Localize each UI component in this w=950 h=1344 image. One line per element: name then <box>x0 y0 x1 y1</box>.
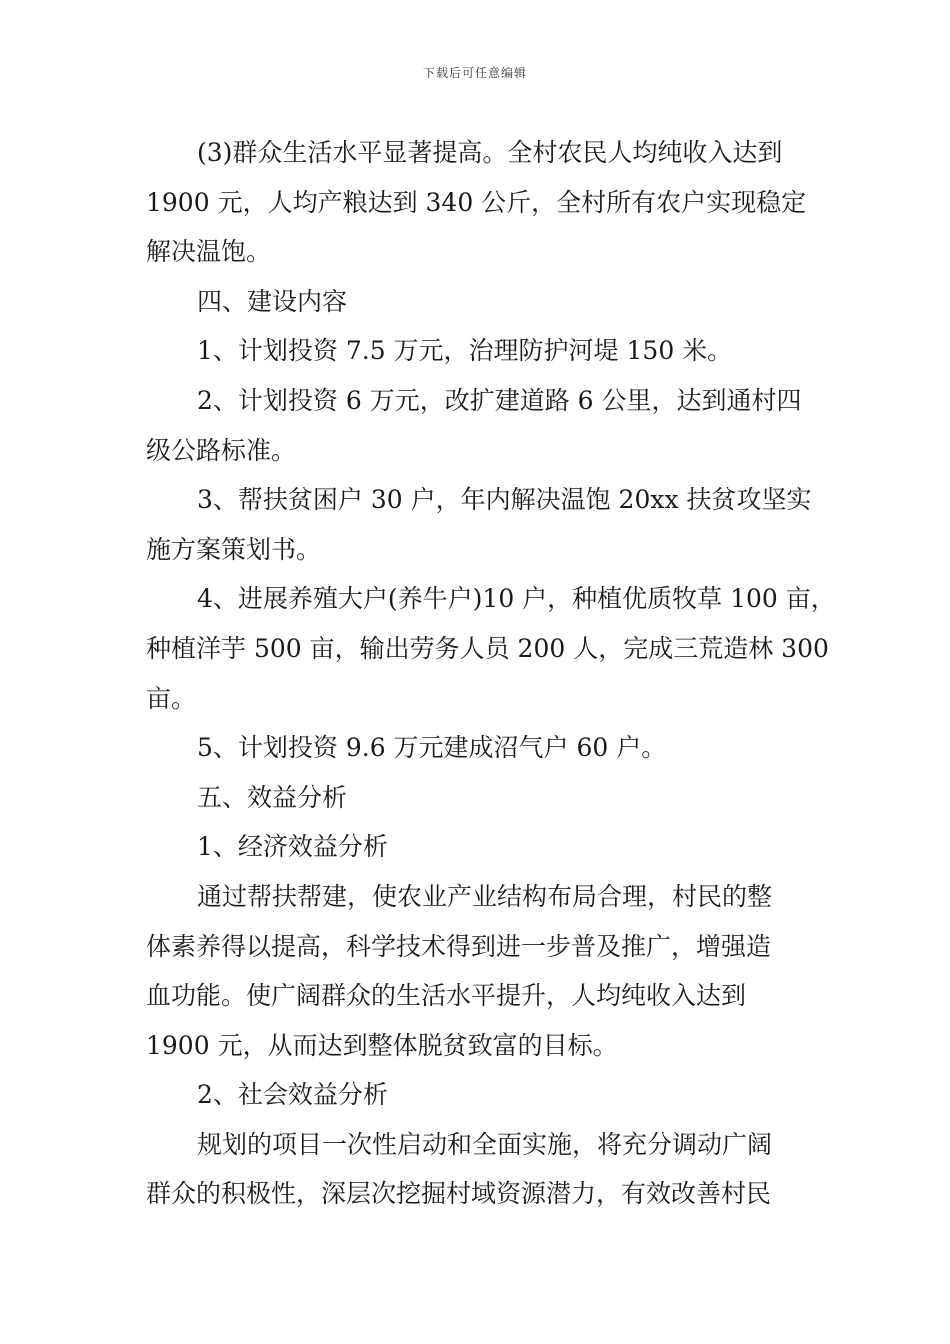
text-line: 群众的积极性，深层次挖掘村域资源潜力，有效改善村民 <box>146 1179 772 1209</box>
list-item: 2、计划投资 6 万元，改扩建道路 6 公里，达到通村四 <box>197 385 802 415</box>
document-body <box>146 128 836 1219</box>
text-line: 1900 元，从而达到整体脱贫致富的目标。 <box>146 1030 618 1060</box>
subsection-heading: 1、经济效益分析 <box>197 832 388 862</box>
section-heading: 四、建设内容 <box>197 286 348 316</box>
list-item: 3、帮扶贫困户 30 户，年内解决温饱 20xx 扶贫攻坚实 <box>197 485 812 515</box>
page-header: 下载后可任意编辑 <box>422 66 527 80</box>
text-line: 血功能。使广阔群众的生活水平提升，人均纯收入达到 <box>146 981 747 1011</box>
text-line: 体素养得以提高，科学技术得到进一步普及推广，增强造 <box>146 931 772 961</box>
text-line: 种植洋芋 500 亩，输出劳务人员 200 人，完成三荒造林 300 <box>146 633 829 663</box>
text-line: 解决温饱。 <box>146 237 272 267</box>
list-item: 5、计划投资 9.6 万元建成沼气户 60 户。 <box>197 733 667 763</box>
list-item: 1、计划投资 7.5 万元，治理防护河堤 150 米。 <box>197 336 733 366</box>
text-line: 1900 元，人均产粮达到 340 公斤，全村所有农户实现稳定 <box>146 187 807 217</box>
text-line: 亩。 <box>146 683 197 713</box>
text-line: 通过帮扶帮建，使农业产业结构布局合理，村民的整 <box>197 881 773 911</box>
list-item: 4、进展养殖大户(养牛户)10 户，种植优质牧草 100 亩， <box>197 584 836 614</box>
text-line: 规划的项目一次性启动和全面实施，将充分调动广阔 <box>197 1129 773 1159</box>
section-heading: 五、效益分析 <box>197 782 348 812</box>
text-line: (3)群众生活水平显著提高。全村农民人均纯收入达到 <box>197 138 783 167</box>
text-line: 级公路标准。 <box>146 435 297 465</box>
text-line: 施方案策划书。 <box>146 534 322 564</box>
subsection-heading: 2、社会效益分析 <box>197 1080 388 1110</box>
